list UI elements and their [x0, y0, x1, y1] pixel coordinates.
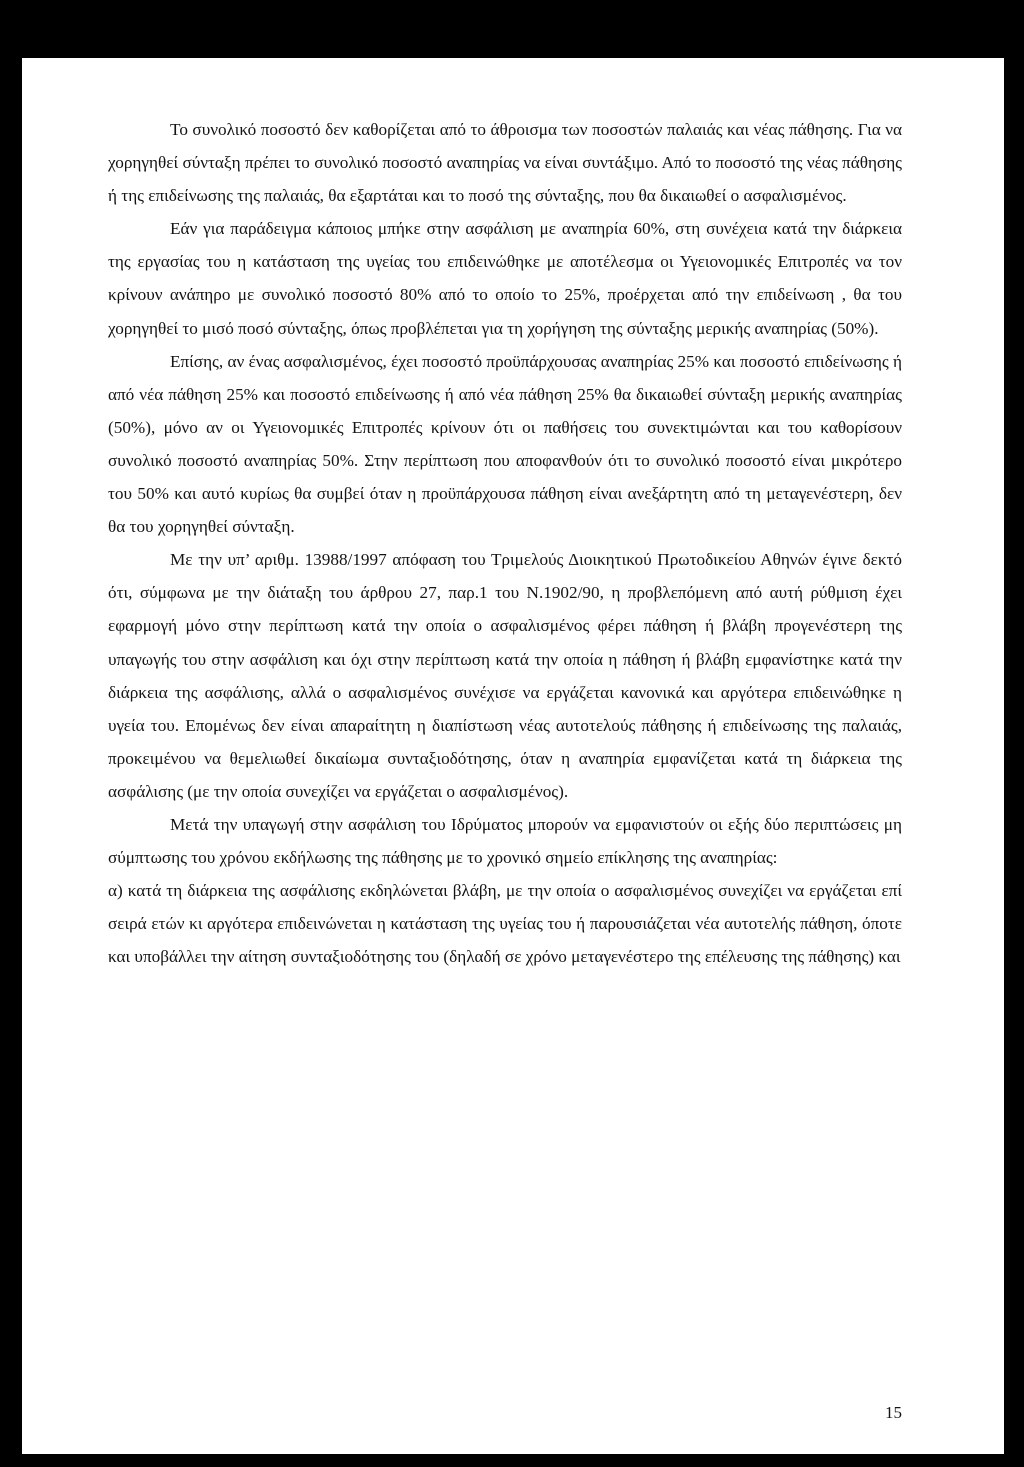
paragraph-example-60-percent: Εάν για παράδειγμα κάποιος μπήκε στην ασφάλιση με αναπηρία 60%, στη συνέχεια κατά την διάρκεια της εργασίας του η κατάσταση της υγείας του επιδεινώθηκε με αποτέλεσμα οι Υγειονομικές Επιτροπές να τον κρίνουν ανάπηρο με συνολικό ποσοστό 80% από το οποίο το 25%, προέρχεται από την επιδείνωση , θα του χορηγηθεί το μισό ποσό σύνταξης, όπως προβλέπεται για τη χορήγηση της σύνταξης μερικής αναπηρίας (50%). — [108, 219, 902, 338]
page-number: 15 — [885, 1403, 902, 1422]
case-a-paragraph: α) κατά τη διάρκεια της ασφάλισης εκδηλώνεται βλάβη, με την οποία ο ασφαλισμένος συνεχίζει να εργάζεται επί σειρά ετών κι αργότερα επιδεινώνεται η κατάσταση της υγείας του ή παρουσιάζεται νέα αυτοτελής πάθηση, όποτε και υποβάλλει την αίτηση συνταξιοδότησης του (δηλαδή σε χρόνο μεταγενέστερο της επέλευσης της πάθησης) και — [108, 881, 902, 967]
paragraph-court-decision: Με την υπ’ αριθμ. 13988/1997 απόφαση του Τριμελούς Διοικητικού Πρωτοδικείου Αθηνών έγινε δεκτό ότι, σύμφωνα με την διάταξη του άρθρου 27, παρ.1 του Ν.1902/90, η προβλεπόμενη από αυτή ρύθμιση έχει εφαρμογή μόνο στην περίπτωση κατά την οποία ο ασφαλισμένος φέρει πάθηση ή βλάβη προγενέστερη της υπαγωγής του στην ασφάλιση και όχι στην περίπτωση κατά την οποία η πάθηση ή βλάβη εμφανίστηκε κατά την διάρκεια της ασφάλισης, αλλά ο ασφαλισμένος συνέχισε να εργάζεται κανονικά και αργότερα επιδεινώθηκε η υγεία του. Επομένως δεν είναι απαραίτητη η διαπίστωση νέας αυτοτελούς πάθησης ή επιδείνωσης της παλαιάς, προκειμένου να θεμελιωθεί δικαίωμα συνταξιοδότησης, όταν η αναπηρία εμφανίζεται κατά τη διάρκεια της ασφάλισης (με την οποία συνεχίζει να εργάζεται ο ασφαλισμένος). — [108, 550, 902, 801]
paragraph-example-25-percent: Επίσης, αν ένας ασφαλισμένος, έχει ποσοστό προϋπάρχουσας αναπηρίας 25% και ποσοστό επιδείνωσης ή από νέα πάθηση 25% και ποσοστό επιδείνωσης ή από νέα πάθηση 25% θα δικαιωθεί σύνταξη μερικής αναπηρίας (50%), μόνο αν οι Υγειονομικές Επιτροπές κρίνουν ότι οι παθήσεις του συνεκτιμώνται και του καθορίσουν συνολικό ποσοστό αναπηρίας 50%. Στην περίπτωση που αποφανθούν ότι το συνολικό ποσοστό είναι μικρότερο του 50% και αυτό κυρίως θα συμβεί όταν η προϋπάρχουσα πάθηση είναι ανεξάρτητη από τη μεταγενέστερη, δεν θα του χορηγηθεί σύνταξη. — [108, 351, 902, 537]
body-text — [108, 113, 902, 973]
paragraph-total-percentage: Το συνολικό ποσοστό δεν καθορίζεται από το άθροισμα των ποσοστών παλαιάς και νέας πάθησης. Για να χορηγηθεί σύνταξη πρέπει το συνολικό ποσοστό αναπηρίας να είναι συντάξιμο. Από το ποσοστό της νέας πάθησης ή της επιδείνωσης της παλαιάς, θα εξαρτάται και το ποσό της σύνταξης, που θα δικαιωθεί ο ασφαλισμένος. — [108, 120, 902, 206]
paragraph-two-cases-intro: Μετά την υπαγωγή στην ασφάλιση του Ιδρύματος μπορούν να εμφανιστούν οι εξής δύο περιπτώσεις μη σύμπτωσης του χρόνου εκδήλωσης της πάθησης με το χρονικό σημείο επίκλησης της αναπηρίας: — [108, 814, 902, 868]
document-page — [22, 58, 1004, 1454]
